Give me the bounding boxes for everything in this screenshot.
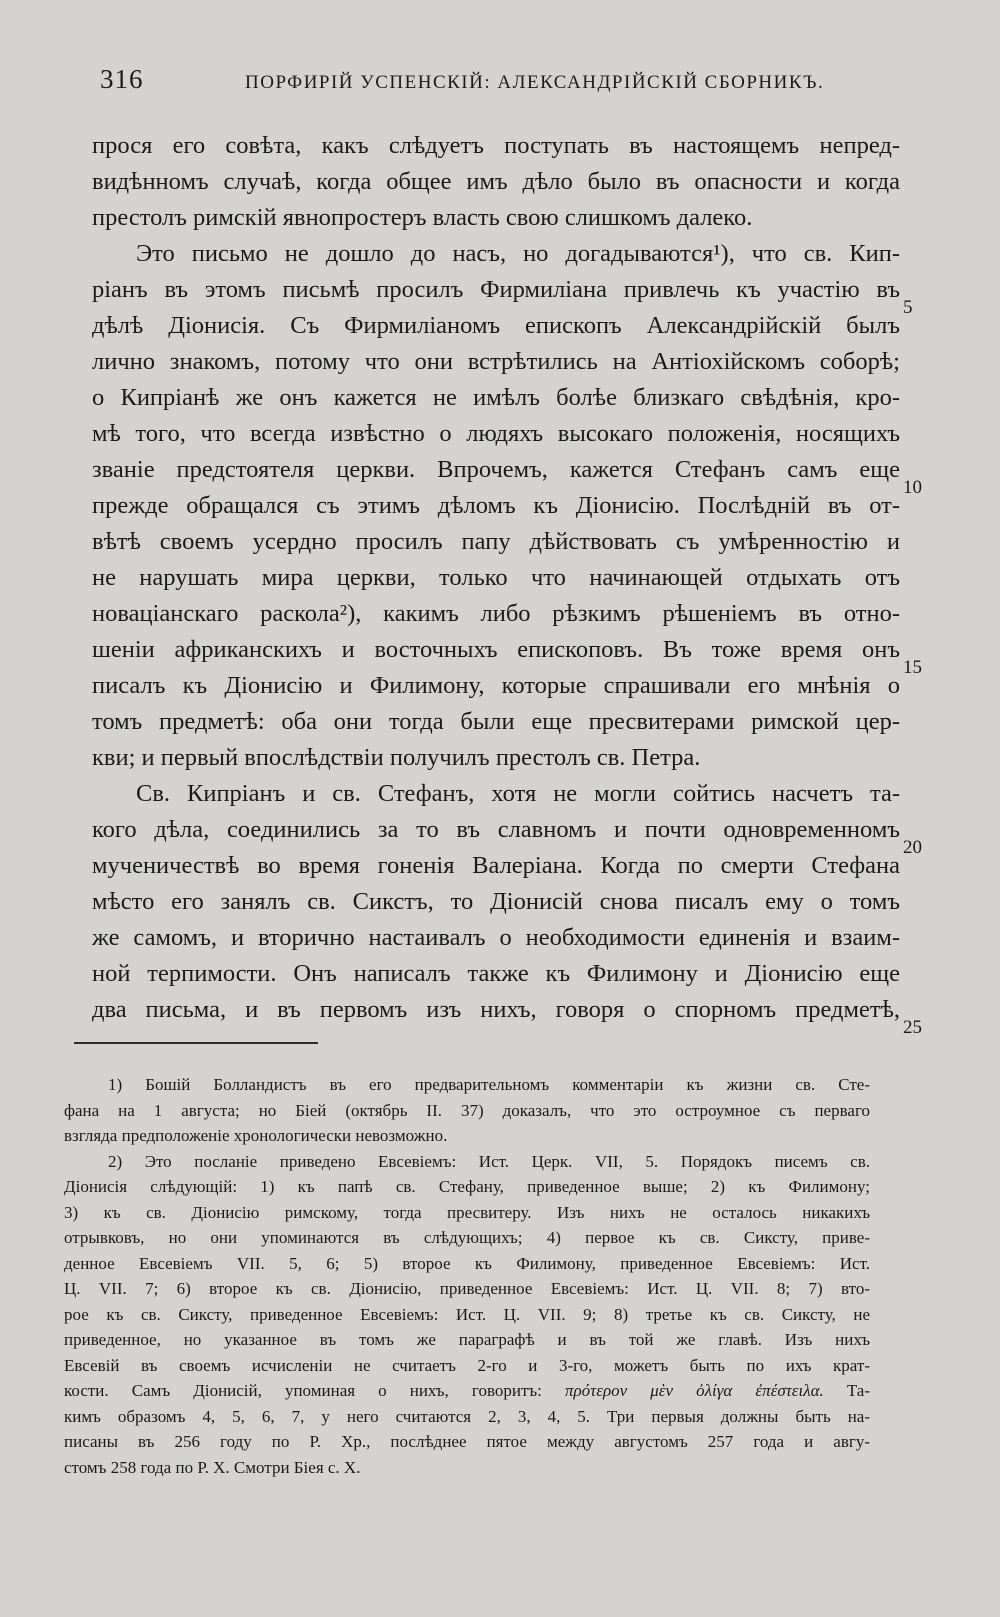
text-line: же самомъ, и вторично настаивалъ о необходимости единенія и взаим- xyxy=(92,924,900,951)
footnote-line: 1) Бошій Болландистъ въ его предварительномъ комментаріи къ жизни св. Сте- xyxy=(108,1075,870,1094)
footnote-line: 3) къ св. Діонисію римскому, тогда пресвитеру. Изъ нихъ не осталось никакихъ xyxy=(64,1202,870,1222)
text-line: писалъ къ Діонисію и Филимону, которые спрашивали его мнѣнія о xyxy=(92,672,900,699)
text-line: новаціанскаго раскола²), какимъ либо рѣзкимъ рѣшеніемъ въ отно- xyxy=(92,600,900,627)
page-header xyxy=(100,64,880,104)
footnote-line: писаны въ 256 году по Р. Хр., послѣднее пятое между августомъ 257 года и авгу- xyxy=(64,1432,870,1451)
line-number-marker: 15 xyxy=(903,657,922,678)
footnote-line: стомъ 258 года по Р. Х. Смотри Біея с. X. xyxy=(64,1457,361,1477)
text-line: кого дѣла, соединились за то въ славномъ и почти одновременномъ xyxy=(92,816,900,843)
footnote-line: Ц. VII. 7; 6) второе къ св. Діонисію, приведенное Евсевіемъ: Ист. Ц. VII. 8; 7) вто- xyxy=(64,1279,870,1298)
footnote-line: кимъ образомъ 4, 5, 6, 7, у него считаются 2, 3, 4, 5. Три первыя должны быть на- xyxy=(64,1406,870,1426)
text-line: о Кипріанѣ же онъ кажется не имѣлъ болѣе близкаго свѣдѣнія, кро- xyxy=(92,384,900,411)
text-line: не нарушать мира церкви, только что начинающей отдыхать отъ xyxy=(92,564,900,591)
text-line: мѣсто его занялъ св. Сикстъ, то Діонисій снова писалъ ему о томъ xyxy=(92,888,900,915)
text-line: кви; и первый впослѣдствіи получилъ престолъ св. Петра. xyxy=(92,744,701,771)
line-number-marker: 10 xyxy=(903,477,922,498)
footnote-rule xyxy=(74,1042,318,1044)
running-title: ПОРФИРІЙ УСПЕНСКІЙ: АЛЕКСАНДРІЙСКІЙ СБОРНИКЪ. xyxy=(245,72,825,93)
text-line: Это письмо не дошло до насъ, но догадываются¹), что св. Кип- xyxy=(136,240,900,267)
footnote-line: рое къ св. Сиксту, приведенное Евсевіемъ: Ист. Ц. VII. 9; 8) третье къ св. Сиксту, не xyxy=(64,1304,870,1324)
footnote-line: Евсевій въ своемъ исчисленіи не считаетъ 2-го и 3-го, можетъ быть по ихъ крат- xyxy=(64,1355,870,1375)
footnote-line: фана на 1 августа; но Біей (октябрь II. 37) доказалъ, что это остроумное съ перваго xyxy=(64,1100,870,1120)
text-line: два письма, и въ первомъ изъ нихъ, говоря о спорномъ предметѣ, xyxy=(92,996,900,1023)
text-line: прежде обращался съ этимъ дѣломъ къ Діонисію. Послѣдній въ от- xyxy=(92,492,900,519)
text-line: Св. Кипріанъ и св. Стефанъ, хотя не могли сойтись насчетъ та- xyxy=(136,780,900,807)
text-line: ріанъ въ этомъ письмѣ просилъ Фирмиліана привлечь къ участію въ xyxy=(92,276,900,303)
footnote-line: 2) Это посланіе приведено Евсевіемъ: Ист. Церк. VII, 5. Порядокъ писемъ св. xyxy=(108,1151,870,1171)
footnote-line: Діонисія слѣдующій: 1) къ папѣ св. Стефану, приведенное выше; 2) къ Филимону; xyxy=(64,1177,870,1196)
footnote-line: отрывковъ, но они упоминаются въ слѣдующихъ; 4) первое къ св. Сиксту, приве- xyxy=(64,1228,870,1247)
line-number-marker: 20 xyxy=(903,837,922,858)
text-line: престолъ римскій явнопростеръ власть свою слишкомъ далеко. xyxy=(92,204,753,231)
footnotes xyxy=(64,1072,870,1480)
text-line: дѣлѣ Діонисія. Съ Фирмиліаномъ епископъ Александрійскій былъ xyxy=(92,312,900,339)
greek-quote: πρότερον μὲν ὀλίγα ἐπέστειλα. xyxy=(565,1381,824,1400)
footnote-line-greek xyxy=(64,1378,870,1404)
line-number-marker: 5 xyxy=(903,297,913,318)
page-number: 316 xyxy=(100,64,144,94)
footnote-text: кости. Самъ Діонисій, упоминая о нихъ, говоритъ: xyxy=(64,1381,542,1400)
text-line: томъ предметѣ: оба они тогда были еще пресвитерами римской цер- xyxy=(92,708,900,735)
text-line: шеніи африканскихъ и восточныхъ епископовъ. Въ тоже время онъ xyxy=(92,636,900,663)
text-line: мѣ того, что всегда извѣстно о людяхъ высокаго положенія, носящихъ xyxy=(92,420,900,447)
footnote-line: взгляда предположеніе хронологически невозможно. xyxy=(64,1126,448,1145)
text-line: вѣтѣ своемъ усердно просилъ папу дѣйствовать съ умѣренностію и xyxy=(92,528,900,555)
text-line: званіе предстоятеля церкви. Впрочемъ, кажется Стефанъ самъ еще xyxy=(92,456,900,483)
text-line: лично знакомъ, потому что они встрѣтились на Антіохійскомъ соборѣ; xyxy=(92,348,900,375)
text-line: прося его совѣта, какъ слѣдуетъ поступать въ настоящемъ непред- xyxy=(92,132,900,159)
text-line: видѣнномъ случаѣ, когда общее имъ дѣло было въ опасности и когда xyxy=(92,168,900,195)
footnote-line: приведенное, но указанное въ томъ же параграфѣ и въ той же главѣ. Изъ нихъ xyxy=(64,1330,870,1349)
footnote-line: денное Евсевіемъ VII. 5, 6; 5) второе къ Филимону, приведенное Евсевіемъ: Ист. xyxy=(64,1253,870,1273)
text-line: ной терпимости. Онъ написалъ также къ Филимону и Діонисію еще xyxy=(92,960,900,987)
footnote-text: Та- xyxy=(846,1381,871,1400)
line-number-marker: 25 xyxy=(903,1017,922,1038)
text-line: мученичествѣ во время гоненія Валеріана. Когда по смерти Стефана xyxy=(92,852,900,879)
main-text xyxy=(92,128,900,1028)
